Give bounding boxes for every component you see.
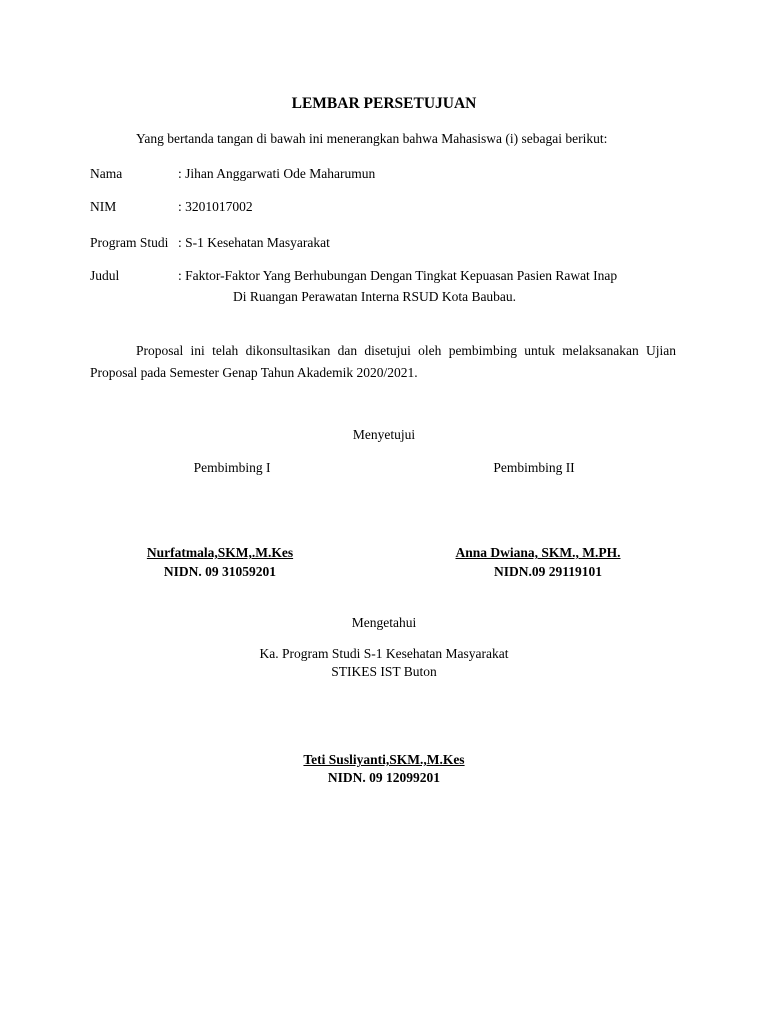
- acknowledgement-position-line1: Ka. Program Studi S-1 Kesehatan Masyarakat: [259, 646, 509, 661]
- field-label-program-studi: Program Studi: [90, 235, 169, 250]
- head-signature-name: [0, 753, 768, 767]
- field-value-nama: : Jihan Anggarwati Ode Maharumun: [178, 166, 376, 181]
- field-value-judul-line1: : Faktor-Faktor Yang Berhubungan Dengan Tingkat Kepuasan Pasien Rawat Inap: [178, 268, 618, 283]
- advisor2-name: Anna Dwiana, SKM., M.PH.: [455, 545, 621, 560]
- intro-text: Yang bertanda tangan di bawah ini menerangkan bahwa Mahasiswa (i) sebagai berikut:: [136, 131, 608, 146]
- field-label-nama: Nama: [90, 166, 123, 181]
- advisor1-signature-name: [90, 546, 350, 560]
- advisor2-signature-name: [408, 546, 668, 560]
- advisor2-role: Pembimbing II: [493, 460, 575, 475]
- advisor1-name: Nurfatmala,SKM,.M.Kes: [146, 545, 294, 560]
- field-value-program-studi: : S-1 Kesehatan Masyarakat: [178, 235, 330, 250]
- approval-paragraph: Proposal ini telah dikonsultasikan dan disetujui oleh pembimbing untuk melaksanakan Ujian Proposal pada Semester Genap Tahun Akademik 2020/2021.: [90, 343, 676, 380]
- advisor2-nidn: NIDN.09 29119101: [493, 564, 602, 579]
- advisor1-nidn: NIDN. 09 31059201: [163, 564, 277, 579]
- acknowledgement-heading: Mengetahui: [351, 615, 417, 630]
- approval-heading: Menyetujui: [352, 427, 416, 442]
- acknowledgement-position-line2: STIKES IST Buton: [331, 664, 437, 679]
- head-nidn: NIDN. 09 12099201: [327, 770, 441, 785]
- advisor1-role: Pembimbing I: [193, 460, 271, 475]
- head-name: Teti Susliyanti,SKM.,M.Kes: [303, 752, 465, 767]
- field-label-judul: Judul: [90, 268, 120, 283]
- field-value-judul-line2: Di Ruangan Perawatan Interna RSUD Kota Baubau.: [233, 289, 517, 304]
- field-label-nim: NIM: [90, 199, 117, 214]
- document-title: LEMBAR PERSETUJUAN: [291, 95, 477, 112]
- field-value-nim: : 3201017002: [178, 199, 253, 214]
